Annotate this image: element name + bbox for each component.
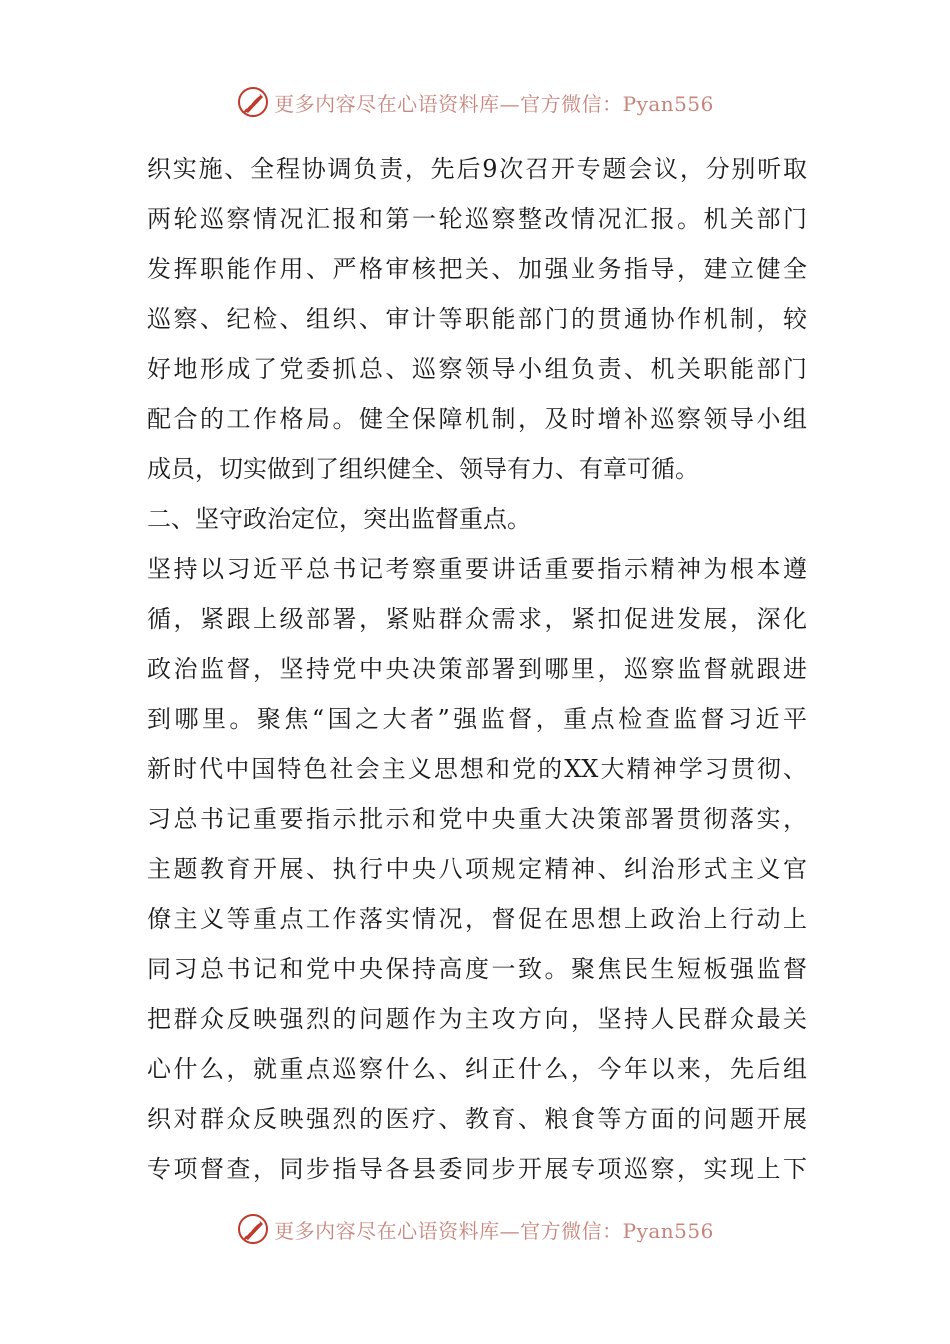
text-line: 织对群众反映强烈的医疗、教育、粮食等方面的问题开展 [147, 1105, 807, 1133]
header-banner-text: 更多内容尽在心语资料库—官方微信：Pyan556 [274, 91, 714, 116]
text-line: 同习总书记和党中央保持高度一致。聚焦民生短板强监督 [147, 955, 807, 983]
text-line: 到哪里。聚焦“国之大者”强监督，重点检查监督习近平 [147, 705, 807, 733]
text-line: 配合的工作格局。健全保障机制，及时增补巡察领导小组 [147, 405, 807, 433]
quill-logo-icon [236, 85, 270, 119]
text-line: 政治监督，坚持党中央决策部署到哪里，巡察监督就跟进 [147, 655, 807, 683]
footer-banner [0, 1209, 950, 1249]
text-line: 织实施、全程协调负责，先后9次召开专题会议，分别听取 [147, 155, 807, 183]
text-line: 把群众反映强烈的问题作为主攻方向，坚持人民群众最关 [147, 1005, 807, 1033]
text-line: 循，紧跟上级部署，紧贴群众需求，紧扣促进发展，深化 [147, 605, 807, 633]
document-body [147, 144, 807, 1194]
footer-banner-text: 更多内容尽在心语资料库—官方微信：Pyan556 [274, 1218, 714, 1243]
text-line: 好地形成了党委抓总、巡察领导小组负责、机关职能部门 [147, 355, 807, 383]
text-line: 心什么，就重点巡察什么、纠正什么，今年以来，先后组 [147, 1055, 807, 1083]
text-line: 坚持以习近平总书记考察重要讲话重要指示精神为根本遵 [147, 555, 807, 583]
text-line: 两轮巡察情况汇报和第一轮巡察整改情况汇报。机关部门 [147, 205, 807, 233]
text-line: 主题教育开展、执行中央八项规定精神、纠治形式主义官 [147, 855, 807, 883]
quill-logo-icon [236, 1212, 270, 1246]
text-line: 僚主义等重点工作落实情况，督促在思想上政治上行动上 [147, 905, 807, 933]
text-line: 发挥职能作用、严格审核把关、加强业务指导，建立健全 [147, 255, 807, 283]
text-line: 习总书记重要指示批示和党中央重大决策部署贯彻落实， [147, 805, 807, 833]
section-heading: 二、坚守政治定位，突出监督重点。 [147, 505, 531, 533]
header-banner [0, 82, 950, 122]
text-line: 新时代中国特色社会主义思想和党的XX大精神学习贯彻、 [147, 755, 807, 783]
text-line: 成员，切实做到了组织健全、领导有力、有章可循。 [147, 455, 699, 483]
text-line: 专项督查，同步指导各县委同步开展专项巡察，实现上下 [147, 1155, 807, 1183]
text-line: 巡察、纪检、组织、审计等职能部门的贯通协作机制，较 [147, 305, 807, 333]
